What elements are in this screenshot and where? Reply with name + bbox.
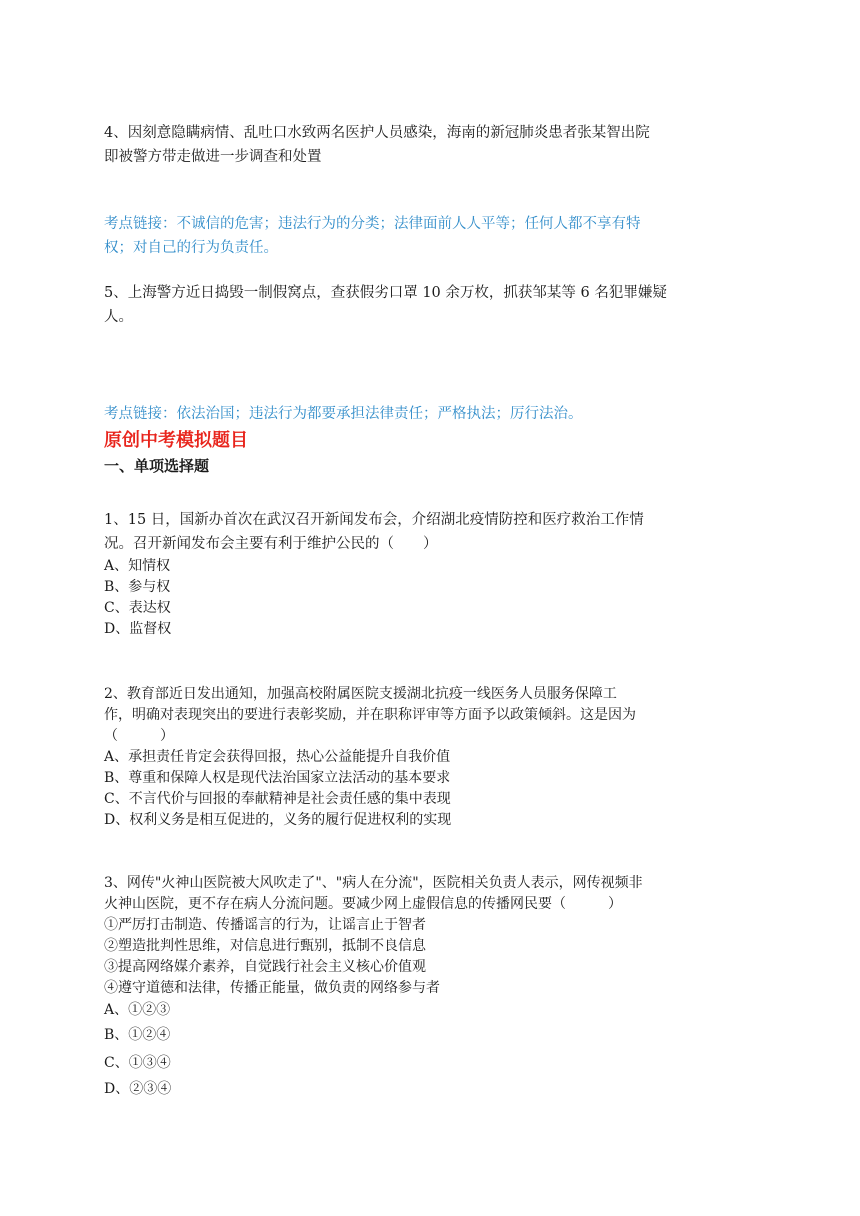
news-line: 人。 bbox=[104, 309, 133, 325]
statement-2: ②塑造批判性思维，对信息进行甄别，抵制不良信息 bbox=[104, 938, 426, 954]
option-a: A、①②③ bbox=[104, 1002, 171, 1018]
news-line: 4、因刻意隐瞒病情、乱吐口水致两名医护人员感染，海南的新冠肺炎患者张某智出院 bbox=[104, 125, 650, 141]
question-stem-line: （ ） bbox=[104, 728, 174, 744]
link-line: 考点链接：依法治国；违法行为都要承担法律责任；严格执法；厉行法治。 bbox=[104, 406, 583, 422]
question-1 bbox=[104, 508, 756, 640]
option-c: C、不言代价与回报的奉献精神是社会责任感的集中表现 bbox=[104, 791, 451, 807]
option-d: D、监督权 bbox=[104, 621, 172, 637]
statement-4: ④遵守道德和法律，传播正能量，做负责的网络参与者 bbox=[104, 980, 440, 996]
link-line: 考点链接：不诚信的危害；违法行为的分类；法律面前人人平等；任何人都不享有特 bbox=[104, 216, 641, 232]
option-a: A、承担责任肯定会获得回报，热心公益能提升自我价值 bbox=[104, 749, 451, 765]
question-2 bbox=[104, 684, 756, 831]
option-a: A、知情权 bbox=[104, 558, 171, 574]
option-c: C、表达权 bbox=[104, 600, 171, 616]
question-3 bbox=[104, 873, 756, 1101]
question-stem-line: 3、网传"火神山医院被大风吹走了"、"病人在分流"，医院相关负责人表示，网传视频非 bbox=[104, 875, 643, 891]
exam-point-link-5 bbox=[104, 402, 756, 426]
option-b: B、参与权 bbox=[104, 579, 171, 595]
option-b: B、尊重和保障人权是现代法治国家立法活动的基本要求 bbox=[104, 770, 451, 786]
option-c: C、①③④ bbox=[104, 1055, 171, 1071]
question-stem-line: 作，明确对表现突出的要进行表彰奖励，并在职称评审等方面予以政策倾斜。这是因为 bbox=[104, 707, 636, 723]
section-title: 原创中考模拟题目 bbox=[104, 430, 248, 451]
question-stem-line: 况。召开新闻发布会主要有利于维护公民的（ ） bbox=[104, 536, 438, 552]
exam-point-link-4 bbox=[104, 212, 756, 260]
subsection-title: 一、单项选择题 bbox=[104, 457, 210, 475]
news-item-4 bbox=[104, 121, 756, 169]
option-d: D、权利义务是相互促进的，义务的履行促进权利的实现 bbox=[104, 812, 452, 828]
question-stem-line: 1、15 日，国新办首次在武汉召开新闻发布会，介绍湖北疫情防控和医疗救治工作情 bbox=[104, 512, 644, 528]
news-line: 即被警方带走做进一步调查和处置 bbox=[104, 149, 322, 165]
news-line: 5、上海警方近日捣毁一制假窝点，查获假劣口罩 10 余万枚，抓获邹某等 6 名犯罪嫌疑 bbox=[104, 285, 667, 301]
option-d: D、②③④ bbox=[104, 1081, 172, 1097]
question-stem-line: 火神山医院，更不存在病人分流问题。要减少网上虚假信息的传播网民要（ ） bbox=[104, 896, 622, 912]
option-b: B、①②④ bbox=[104, 1027, 171, 1043]
link-line: 权；对自己的行为负责任。 bbox=[104, 240, 278, 256]
statement-3: ③提高网络媒介素养，自觉践行社会主义核心价值观 bbox=[104, 959, 426, 975]
news-item-5 bbox=[104, 281, 756, 329]
statement-1: ①严厉打击制造、传播谣言的行为，让谣言止于智者 bbox=[104, 917, 426, 933]
question-stem-line: 2、教育部近日发出通知，加强高校附属医院支援湖北抗疫一线医务人员服务保障工 bbox=[104, 686, 617, 702]
